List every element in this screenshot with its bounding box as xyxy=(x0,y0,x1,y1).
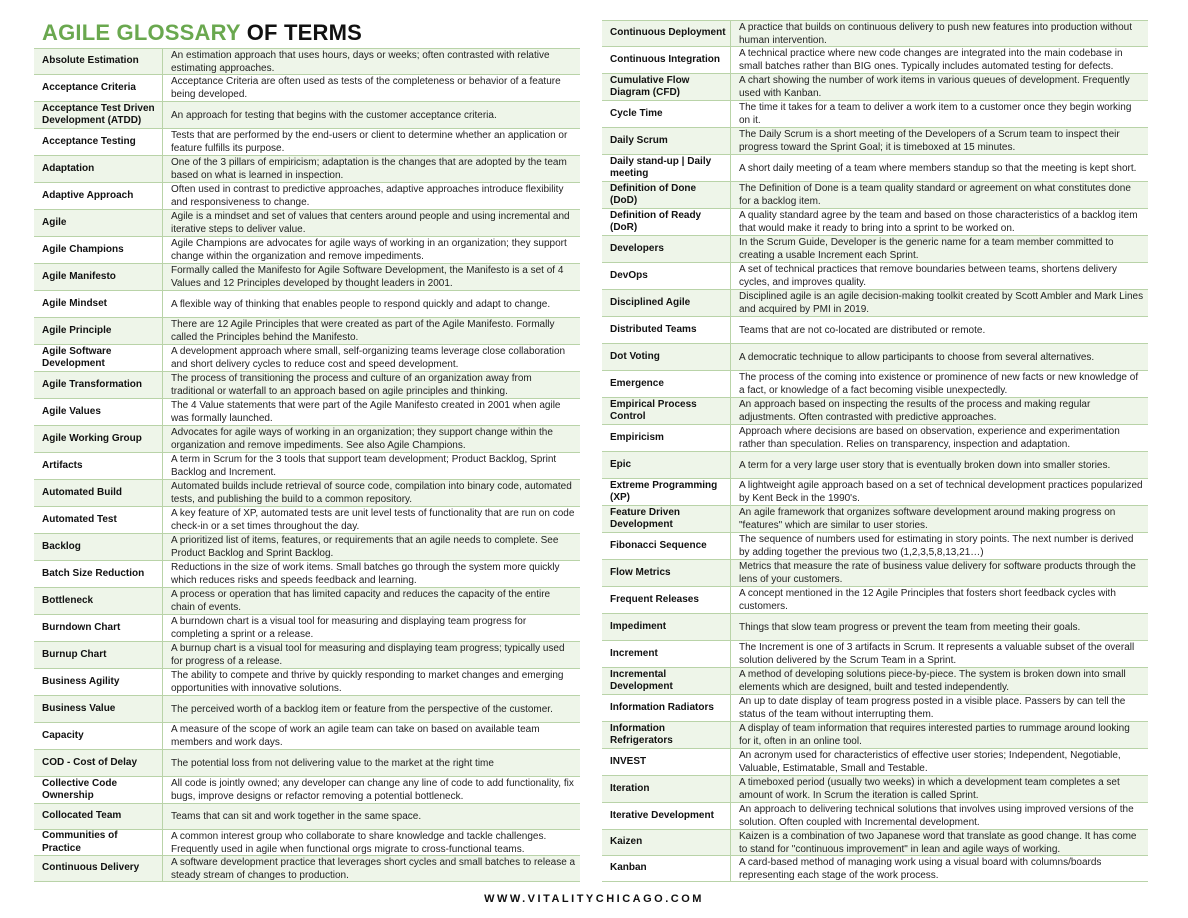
glossary-row xyxy=(34,129,580,156)
glossary-row xyxy=(34,291,580,318)
glossary-term: Extreme Programming (XP) xyxy=(602,479,731,505)
glossary-term: Feature Driven Development xyxy=(602,506,731,532)
glossary-definition: A method of developing solutions piece-by-piece. The system is broken down into small elements which are designed, built and tested independently. xyxy=(739,669,1126,693)
glossary-definition: Teams that are not co-located are distributed or remote. xyxy=(739,324,986,336)
glossary-row xyxy=(602,452,1148,479)
glossary-row xyxy=(34,345,580,372)
glossary-definition: Metrics that measure the rate of business value delivery for software products through the lens of your customers. xyxy=(739,561,1136,585)
glossary-definition: A timeboxed period (usually two weeks) in which a development team completes a set amount of work. In Scrum the iteration is called Sprint. xyxy=(739,777,1120,801)
glossary-row xyxy=(602,587,1148,614)
glossary-term: Agile Champions xyxy=(34,237,163,263)
glossary-row xyxy=(602,695,1148,722)
glossary-term: Incremental Development xyxy=(602,668,731,694)
glossary-definition: There are 12 Agile Principles that were created as part of the Agile Manifesto. Formally called the Principles behind the Manifesto. xyxy=(171,319,555,343)
glossary-term: Information Radiators xyxy=(602,695,731,721)
glossary-row xyxy=(602,641,1148,668)
glossary-right-column xyxy=(602,20,1148,882)
glossary-definition: A display of team information that requires interested parties to rummage around looking for it, often in an online tool. xyxy=(739,723,1130,747)
glossary-definition: Formally called the Manifesto for Agile Software Development, the Manifesto is a set of 4 Values and 12 Principles developed by thought leaders in 2001. xyxy=(171,265,564,289)
glossary-definition: A flexible way of thinking that enables people to respond quickly and adapt to change. xyxy=(171,298,551,310)
glossary-term: Agile xyxy=(34,210,163,236)
glossary-term: Communities of Practice xyxy=(34,830,163,855)
glossary-row xyxy=(602,614,1148,641)
glossary-term: COD - Cost of Delay xyxy=(34,750,163,776)
glossary-term: Impediment xyxy=(602,614,731,640)
glossary-row xyxy=(34,426,580,453)
glossary-row xyxy=(34,856,580,882)
glossary-term: Continuous Integration xyxy=(602,47,731,73)
glossary-row xyxy=(34,642,580,669)
title-green: AGILE GLOSSARY xyxy=(42,20,241,45)
glossary-definition: A common interest group who collaborate to share knowledge and tackle challenges. Frequently used in agile when functional orgs migrate to cross-functional teams. xyxy=(171,830,547,855)
glossary-definition: A short daily meeting of a team where members standup so that the meeting is kept short. xyxy=(739,162,1137,174)
glossary-row xyxy=(34,507,580,534)
glossary-row xyxy=(34,372,580,399)
glossary-definition: The Daily Scrum is a short meeting of the Developers of a Scrum team to inspect their progress toward the Sprint Goal; it is timeboxed at 15 minutes. xyxy=(739,129,1120,153)
glossary-row xyxy=(34,534,580,561)
glossary-row xyxy=(602,533,1148,560)
glossary-row xyxy=(602,47,1148,74)
glossary-term: Iteration xyxy=(602,776,731,802)
glossary-term: Empirical Process Control xyxy=(602,398,731,424)
glossary-term: Agile Working Group xyxy=(34,426,163,452)
glossary-term: Developers xyxy=(602,236,731,262)
glossary-definition: Approach where decisions are based on observation, experience and experimentation rather than speculation. Relies on transparency, inspection and adaptation. xyxy=(739,426,1120,450)
footer-url: WWW.VITALITYCHICAGO.COM xyxy=(484,893,704,905)
glossary-definition: A set of technical practices that remove boundaries between teams, shortens delivery cycles, and improves quality. xyxy=(739,264,1117,288)
glossary-term: Acceptance Test Driven Development (ATDD) xyxy=(34,102,163,128)
glossary-term: Burnup Chart xyxy=(34,642,163,668)
glossary-row xyxy=(602,236,1148,263)
glossary-term: Information Refrigerators xyxy=(602,722,731,748)
glossary-row xyxy=(602,560,1148,587)
glossary-definition: The process of transitioning the process and culture of an organization away from traditional or waterfall to an approach based on agile principles and thinking. xyxy=(171,373,532,397)
glossary-term: Daily Scrum xyxy=(602,128,731,154)
glossary-definition: A burndown chart is a visual tool for measuring and displaying team progress for completing a sprint or a release. xyxy=(171,616,527,640)
glossary-term: INVEST xyxy=(602,749,731,775)
glossary-row xyxy=(602,155,1148,182)
glossary-definition: A lightweight agile approach based on a set of technical development practices popularized by Kent Beck in the 1990's. xyxy=(739,480,1143,504)
glossary-term: Cumulative Flow Diagram (CFD) xyxy=(602,74,731,100)
glossary-term: Business Agility xyxy=(34,669,163,695)
glossary-row xyxy=(602,722,1148,749)
glossary-definition: A prioritized list of items, features, or requirements that an agile needs to complete. See Product Backlog and Sprint Backlog. xyxy=(171,535,559,559)
glossary-definition: A key feature of XP, automated tests are unit level tests of functionality that are run on code check-in or a set times throughout the day. xyxy=(171,508,575,532)
glossary-row xyxy=(34,210,580,237)
glossary-term: Acceptance Criteria xyxy=(34,75,163,101)
glossary-term: Distributed Teams xyxy=(602,317,731,343)
glossary-definition: The Increment is one of 3 artifacts in Scrum. It represents a valuable subset of the overall solution delivered by the Scrum Team in a Sprint. xyxy=(739,642,1135,666)
glossary-row xyxy=(34,237,580,264)
glossary-term: DevOps xyxy=(602,263,731,289)
glossary-term: Kanban xyxy=(602,856,731,881)
glossary-term: Burndown Chart xyxy=(34,615,163,641)
glossary-term: Collocated Team xyxy=(34,804,163,829)
glossary-row xyxy=(602,749,1148,776)
glossary-definition: A development approach where small, self-organizing teams leverage close collaboration and short delivery cycles to reduce cost and speed development. xyxy=(171,346,566,370)
glossary-row xyxy=(602,128,1148,155)
glossary-definition: Automated builds include retrieval of source code, compilation into binary code, automated tests, and publishing the build to a common repository. xyxy=(171,481,572,505)
glossary-row xyxy=(34,264,580,291)
glossary-definition: A quality standard agree by the team and based on those characteristics of a backlog item that would make it ready to bring into a sprint to be worked on. xyxy=(739,210,1138,234)
glossary-definition: A measure of the scope of work an agile team can take on based on available team members and work days. xyxy=(171,724,540,748)
glossary-row xyxy=(34,561,580,588)
glossary-row xyxy=(602,398,1148,425)
glossary-term: Collective Code Ownership xyxy=(34,777,163,803)
glossary-term: Definition of Ready (DoR) xyxy=(602,209,731,235)
glossary-row xyxy=(602,263,1148,290)
glossary-definition: The perceived worth of a backlog item or feature from the perspective of the customer. xyxy=(171,703,553,715)
glossary-definition: A technical practice where new code changes are integrated into the main codebase in small batches rather than BIG ones. Typically includes automated testing for defects. xyxy=(739,48,1123,72)
glossary-term: Backlog xyxy=(34,534,163,560)
glossary-term: Epic xyxy=(602,452,731,478)
glossary-row xyxy=(34,183,580,210)
glossary-term: Definition of Done (DoD) xyxy=(602,182,731,208)
glossary-term: Daily stand-up | Daily meeting xyxy=(602,155,731,181)
glossary-definition: An agile framework that organizes software development around making progress on "features" which are similar to user stories. xyxy=(739,507,1116,531)
glossary-definition: Tests that are performed by the end-users or client to determine whether an application or feature fulfills its purpose. xyxy=(171,130,568,154)
glossary-definition: The potential loss from not delivering value to the market at the right time xyxy=(171,757,494,769)
glossary-definition: In the Scrum Guide, Developer is the generic name for a team member committed to creating a usable Increment each Sprint. xyxy=(739,237,1114,261)
glossary-definition: One of the 3 pillars of empiricism; adaptation is the changes that are adopted by the team based on what is learned in inspection. xyxy=(171,157,567,181)
glossary-term: Agile Values xyxy=(34,399,163,425)
glossary-term: Bottleneck xyxy=(34,588,163,614)
glossary-row xyxy=(34,750,580,777)
glossary-definition: A process or operation that has limited capacity and reduces the capacity of the entire chain of events. xyxy=(171,589,551,613)
glossary-term: Capacity xyxy=(34,723,163,749)
glossary-row xyxy=(602,803,1148,830)
glossary-row xyxy=(34,696,580,723)
glossary-row xyxy=(602,506,1148,533)
glossary-definition: A software development practice that leverages short cycles and small batches to release a steady stream of changes to production. xyxy=(171,856,576,881)
glossary-definition: Reductions in the size of work items. Small batches go through the system more quickly which reduces risks and speeds feedback and learning. xyxy=(171,562,560,586)
glossary-row xyxy=(34,480,580,507)
glossary-definition: The process of the coming into existence or prominence of new facts or new knowledge of a fact, or knowledge of a fact becoming visible unexpectedly. xyxy=(739,372,1139,396)
glossary-definition: The 4 Value statements that were part of the Agile Manifesto created in 2001 when agile was formally launched. xyxy=(171,400,561,424)
glossary-row xyxy=(602,209,1148,236)
glossary-definition: An acronym used for characteristics of effective user stories; Independent, Negotiable, Valuable, Estimatable, Small and Testable. xyxy=(739,750,1121,774)
glossary-definition: Disciplined agile is an agile decision-making toolkit created by Scott Ambler and Mark Lines and acquired by PMI in 2019. xyxy=(739,291,1144,315)
glossary-term: Increment xyxy=(602,641,731,667)
glossary-row xyxy=(34,669,580,696)
glossary-definition: A burnup chart is a visual tool for measuring and displaying team progress; typically used for progress of a release. xyxy=(171,643,565,667)
glossary-row xyxy=(34,588,580,615)
glossary-definition: Things that slow team progress or prevent the team from meeting their goals. xyxy=(739,621,1081,633)
glossary-definition: Advocates for agile ways of working in an organization; they support change within the organization and remove impediments. See also Agile Champions. xyxy=(171,427,553,451)
glossary-definition: A concept mentioned in the 12 Agile Principles that fosters short feedback cycles with customers. xyxy=(739,588,1116,612)
glossary-definition: Teams that can sit and work together in the same space. xyxy=(171,811,422,822)
glossary-row xyxy=(602,74,1148,101)
glossary-definition: All code is jointly owned; any developer can change any line of code to add functionality, fix bugs, improve designs or refactor removing a potential bottleneck. xyxy=(171,778,574,802)
glossary-definition: Acceptance Criteria are often used as tests of the completeness or behavior of a feature being developed. xyxy=(171,76,561,100)
glossary-row xyxy=(602,479,1148,506)
glossary-term: Empiricism xyxy=(602,425,731,451)
glossary-definition: Agile Champions are advocates for agile ways of working in an organization; they support change within the organization and remove impediments. xyxy=(171,238,567,262)
glossary-term: Adaptive Approach xyxy=(34,183,163,209)
glossary-row xyxy=(602,856,1148,882)
glossary-definition: A chart showing the number of work items in various queues of development. Frequently used with Kanban. xyxy=(739,75,1130,99)
glossary-definition: A practice that builds on continuous delivery to push new features into production without human intervention. xyxy=(739,21,1133,46)
glossary-definition: A democratic technique to allow participants to choose from several alternatives. xyxy=(739,351,1095,363)
glossary-row xyxy=(34,804,580,830)
glossary-definition: Agile is a mindset and set of values that centers around people and using incremental and iterative steps to deliver value. xyxy=(171,211,570,235)
glossary-term: Business Value xyxy=(34,696,163,722)
glossary-term: Agile Principle xyxy=(34,318,163,344)
glossary-definition: The time it takes for a team to deliver a work item to a customer once they begin working on it. xyxy=(739,102,1132,126)
glossary-row xyxy=(602,425,1148,452)
glossary-definition: An approach to delivering technical solutions that involves using improved versions of the solution. Often coupled with Incremental development. xyxy=(739,804,1134,828)
glossary-term: Acceptance Testing xyxy=(34,129,163,155)
glossary-term: Dot Voting xyxy=(602,344,731,370)
glossary-row xyxy=(602,344,1148,371)
glossary-term: Cycle Time xyxy=(602,101,731,127)
glossary-definition: An up to date display of team progress posted in a visible place. Passers by can tell the status of the team without interrupting them. xyxy=(739,696,1126,720)
glossary-row xyxy=(34,615,580,642)
glossary-term: Fibonacci Sequence xyxy=(602,533,731,559)
glossary-row xyxy=(602,20,1148,47)
glossary-row xyxy=(34,75,580,102)
glossary-row xyxy=(34,102,580,129)
glossary-row xyxy=(602,101,1148,128)
glossary-term: Disciplined Agile xyxy=(602,290,731,316)
glossary-definition: The Definition of Done is a team quality standard or agreement on what constitutes done for a backlog item. xyxy=(739,183,1131,207)
glossary-definition: Often used in contrast to predictive approaches, adaptive approaches introduce flexibility and responsiveness to change. xyxy=(171,184,564,208)
glossary-term: Continuous Delivery xyxy=(34,856,163,881)
glossary-row xyxy=(602,776,1148,803)
glossary-row xyxy=(602,317,1148,344)
glossary-definition: A card-based method of managing work using a visual board with columns/boards representing each stage of the work process. xyxy=(739,856,1102,881)
glossary-left-column xyxy=(34,48,580,882)
page-title xyxy=(42,18,362,48)
glossary-definition: The sequence of numbers used for estimating in story points. The next number is derived by adding together the previous two (1,2,3,5,8,13,21…) xyxy=(739,534,1134,558)
glossary-row xyxy=(34,453,580,480)
glossary-row xyxy=(602,830,1148,856)
glossary-row xyxy=(602,182,1148,209)
glossary-row xyxy=(34,318,580,345)
glossary-term: Absolute Estimation xyxy=(34,49,163,74)
glossary-term: Kaizen xyxy=(602,830,731,855)
glossary-definition: An approach for testing that begins with the customer acceptance criteria. xyxy=(171,109,497,121)
glossary-term: Agile Transformation xyxy=(34,372,163,398)
glossary-row xyxy=(34,48,580,75)
glossary-row xyxy=(602,371,1148,398)
glossary-definition: A term in Scrum for the 3 tools that support team development; Product Backlog, Sprint Backlog and Increment. xyxy=(171,454,557,478)
glossary-row xyxy=(34,830,580,856)
title-dark: OF TERMS xyxy=(246,20,362,45)
glossary-definition: An approach based on inspecting the results of the process and making regular adjustments. Often contrasted with predictive approaches. xyxy=(739,399,1091,423)
glossary-definition: Kaizen is a combination of two Japanese word that translate as good change. It has come to stand for "continuous improvement" in lean and agile ways of working. xyxy=(739,830,1137,855)
glossary-row xyxy=(34,156,580,183)
glossary-term: Flow Metrics xyxy=(602,560,731,586)
glossary-definition: The ability to compete and thrive by quickly responding to market changes and emerging opportunities with innovative solutions. xyxy=(171,670,564,694)
glossary-row xyxy=(34,399,580,426)
glossary-term: Emergence xyxy=(602,371,731,397)
glossary-term: Artifacts xyxy=(34,453,163,479)
glossary-row xyxy=(34,723,580,750)
glossary-term: Automated Build xyxy=(34,480,163,506)
glossary-term: Agile Mindset xyxy=(34,291,163,317)
glossary-term: Automated Test xyxy=(34,507,163,533)
glossary-term: Agile Software Development xyxy=(34,345,163,371)
glossary-definition: An estimation approach that uses hours, days or weeks; often contrasted with relative estimating approaches. xyxy=(171,49,550,74)
glossary-term: Batch Size Reduction xyxy=(34,561,163,587)
glossary-row xyxy=(602,290,1148,317)
glossary-definition: A term for a very large user story that is eventually broken down into smaller stories. xyxy=(739,459,1111,471)
glossary-term: Adaptation xyxy=(34,156,163,182)
glossary-term: Agile Manifesto xyxy=(34,264,163,290)
glossary-row xyxy=(34,777,580,804)
glossary-term: Continuous Deployment xyxy=(602,21,731,46)
glossary-row xyxy=(602,668,1148,695)
glossary-term: Frequent Releases xyxy=(602,587,731,613)
glossary-term: Iterative Development xyxy=(602,803,731,829)
